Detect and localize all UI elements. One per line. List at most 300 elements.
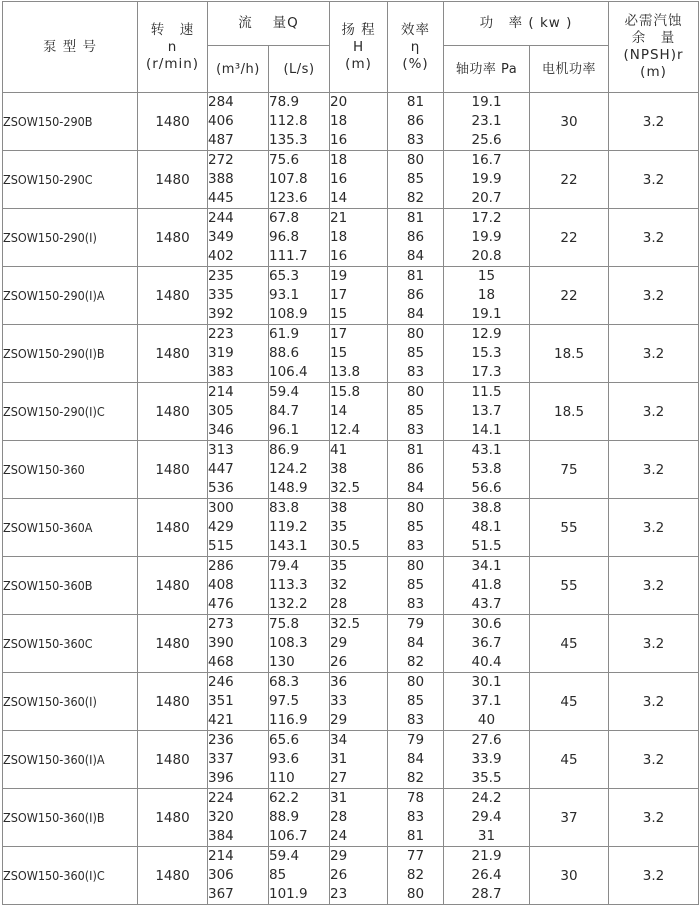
shaft-power-cell-value: 40 — [477, 712, 496, 728]
shaft-power-cell-value: 35.5 — [471, 770, 502, 786]
flow-ls-cell-value: 96.8 — [269, 229, 300, 245]
motor-power-cell: 75 — [530, 441, 609, 499]
motor-power-cell: 22 — [530, 151, 609, 209]
head-cell-value: 27 — [330, 770, 348, 786]
npsh-cell: 3.2 — [609, 499, 699, 557]
flow-m3h-cell-value: 388 — [208, 171, 234, 187]
flow-m3h-cell-value: 406 — [208, 113, 234, 129]
efficiency-cell-value: 80 — [406, 558, 425, 574]
head-cell — [330, 267, 388, 325]
flow-ls-cell-value: 93.6 — [269, 751, 300, 767]
npsh-cell: 3.2 — [609, 209, 699, 267]
flow-m3h-cell-value: 421 — [208, 712, 234, 728]
pump-spec-table — [2, 1, 699, 905]
efficiency-cell-value: 80 — [406, 500, 425, 516]
efficiency-cell-value: 77 — [406, 848, 425, 864]
shaft-power-cell-value: 23.1 — [471, 113, 502, 129]
motor-power-cell: 30 — [530, 847, 609, 905]
flow-m3h-cell-value: 429 — [208, 519, 234, 535]
npsh-cell: 3.2 — [609, 325, 699, 383]
flow-ls-cell — [269, 557, 330, 615]
head-cell-value: 14 — [330, 190, 348, 206]
header-power: 功 率 ( kw ) — [444, 2, 609, 46]
head-cell-value: 36 — [330, 674, 348, 690]
flow-m3h-cell-value: 487 — [208, 132, 234, 148]
head-cell-value: 26 — [330, 654, 348, 670]
flow-ls-cell-value: 85 — [269, 867, 287, 883]
flow-ls-cell-value: 108.9 — [269, 306, 308, 322]
efficiency-cell — [388, 93, 444, 151]
efficiency-cell-value: 84 — [406, 751, 425, 767]
flow-m3h-cell-value: 384 — [208, 828, 234, 844]
flow-m3h-cell-value: 284 — [208, 94, 234, 110]
flow-m3h-cell-value: 402 — [208, 248, 234, 264]
flow-m3h-cell-value: 447 — [208, 461, 234, 477]
npsh-cell: 3.2 — [609, 93, 699, 151]
efficiency-cell — [388, 731, 444, 789]
head-cell-value: 38 — [330, 500, 348, 516]
flow-ls-cell — [269, 151, 330, 209]
shaft-power-cell-value: 30.6 — [471, 616, 502, 632]
shaft-power-cell-value: 21.9 — [471, 848, 502, 864]
head-cell — [330, 499, 388, 557]
head-cell — [330, 673, 388, 731]
head-cell-value: 14 — [330, 403, 348, 419]
efficiency-cell-value: 83 — [406, 422, 425, 438]
shaft-power-cell-value: 29.4 — [471, 809, 502, 825]
flow-ls-cell-value: 75.6 — [269, 152, 300, 168]
shaft-power-cell-value: 41.8 — [471, 577, 502, 593]
flow-ls-cell-value: 110 — [269, 770, 295, 786]
shaft-power-cell-value: 19.9 — [471, 229, 502, 245]
table-body — [3, 93, 699, 905]
head-cell — [330, 731, 388, 789]
npsh-cell: 3.2 — [609, 731, 699, 789]
flow-ls-cell-value: 143.1 — [269, 538, 308, 554]
table-row — [3, 151, 699, 209]
header-flow-m3h: (m³/h) — [208, 46, 269, 93]
motor-power-cell: 55 — [530, 557, 609, 615]
header-head: 扬 程 H (m) — [330, 2, 388, 93]
shaft-power-cell-value: 15.3 — [471, 345, 502, 361]
shaft-power-cell-value: 17.2 — [471, 210, 502, 226]
flow-m3h-cell-value: 236 — [208, 732, 234, 748]
model-cell: ZSOW150-290(I)C — [3, 383, 138, 441]
flow-ls-cell-value: 106.4 — [269, 364, 308, 380]
flow-ls-cell — [269, 789, 330, 847]
head-cell-value: 34 — [330, 732, 348, 748]
npsh-cell: 3.2 — [609, 383, 699, 441]
header-model: 泵 型 号 — [3, 2, 138, 93]
npsh-cell: 3.2 — [609, 847, 699, 905]
efficiency-cell — [388, 267, 444, 325]
flow-m3h-cell-value: 335 — [208, 287, 234, 303]
speed-cell: 1480 — [138, 789, 208, 847]
flow-ls-cell-value: 86.9 — [269, 442, 300, 458]
flow-ls-cell — [269, 615, 330, 673]
speed-cell: 1480 — [138, 383, 208, 441]
efficiency-cell-value: 79 — [406, 616, 425, 632]
efficiency-cell-value: 83 — [406, 809, 425, 825]
head-cell-value: 18 — [330, 113, 348, 129]
model-cell: ZSOW150-360(I) — [3, 673, 138, 731]
efficiency-cell-value: 86 — [406, 287, 425, 303]
head-cell — [330, 325, 388, 383]
shaft-power-cell-value: 43.1 — [471, 442, 502, 458]
table-row — [3, 615, 699, 673]
flow-ls-cell-value: 108.3 — [269, 635, 308, 651]
efficiency-cell-value: 85 — [406, 171, 425, 187]
flow-ls-cell-value: 67.8 — [269, 210, 300, 226]
shaft-power-cell-value: 34.1 — [471, 558, 502, 574]
efficiency-cell — [388, 673, 444, 731]
head-cell-value: 32.5 — [330, 480, 361, 496]
shaft-power-cell — [444, 209, 530, 267]
flow-m3h-cell — [208, 209, 269, 267]
efficiency-cell — [388, 441, 444, 499]
head-cell — [330, 615, 388, 673]
npsh-cell: 3.2 — [609, 441, 699, 499]
motor-power-cell: 45 — [530, 673, 609, 731]
motor-power-cell: 45 — [530, 731, 609, 789]
efficiency-cell-value: 81 — [406, 442, 425, 458]
flow-m3h-cell-value: 445 — [208, 190, 234, 206]
efficiency-cell-value: 85 — [406, 519, 425, 535]
motor-power-cell: 37 — [530, 789, 609, 847]
head-cell-value: 35 — [330, 519, 348, 535]
head-cell-value: 38 — [330, 461, 348, 477]
npsh-cell: 3.2 — [609, 151, 699, 209]
head-cell-value: 29 — [330, 635, 348, 651]
efficiency-cell-value: 81 — [406, 828, 425, 844]
shaft-power-cell-value: 40.4 — [471, 654, 502, 670]
efficiency-cell-value: 85 — [406, 345, 425, 361]
flow-ls-cell-value: 59.4 — [269, 384, 300, 400]
shaft-power-cell — [444, 383, 530, 441]
flow-m3h-cell — [208, 267, 269, 325]
flow-m3h-cell-value: 320 — [208, 809, 234, 825]
flow-ls-cell-value: 78.9 — [269, 94, 300, 110]
efficiency-cell — [388, 789, 444, 847]
head-cell-value: 26 — [330, 867, 348, 883]
shaft-power-cell-value: 36.7 — [471, 635, 502, 651]
flow-m3h-cell-value: 313 — [208, 442, 234, 458]
head-cell — [330, 209, 388, 267]
header-flow: 流 量Q — [208, 2, 330, 46]
header-shaft-power: 轴功率 Pa — [444, 46, 530, 93]
motor-power-cell: 45 — [530, 615, 609, 673]
shaft-power-cell-value: 14.1 — [471, 422, 502, 438]
flow-ls-cell-value: 112.8 — [269, 113, 308, 129]
head-cell-value: 32.5 — [330, 616, 361, 632]
efficiency-cell-value: 84 — [406, 248, 425, 264]
npsh-cell: 3.2 — [609, 673, 699, 731]
flow-m3h-cell-value: 367 — [208, 886, 234, 902]
shaft-power-cell-value: 27.6 — [471, 732, 502, 748]
flow-m3h-cell — [208, 557, 269, 615]
efficiency-cell — [388, 557, 444, 615]
efficiency-cell-value: 82 — [406, 654, 425, 670]
efficiency-cell — [388, 325, 444, 383]
model-cell: ZSOW150-360C — [3, 615, 138, 673]
speed-cell: 1480 — [138, 209, 208, 267]
table-row — [3, 731, 699, 789]
head-cell-value: 28 — [330, 809, 348, 825]
flow-ls-cell-value: 59.4 — [269, 848, 300, 864]
table-header — [3, 2, 699, 93]
head-cell-value: 20 — [330, 94, 348, 110]
head-cell — [330, 383, 388, 441]
flow-ls-cell-value: 79.4 — [269, 558, 300, 574]
head-cell-value: 28 — [330, 596, 348, 612]
efficiency-cell-value: 81 — [406, 210, 425, 226]
head-cell-value: 29 — [330, 848, 348, 864]
flow-ls-cell-value: 93.1 — [269, 287, 300, 303]
head-cell-value: 32 — [330, 577, 348, 593]
flow-m3h-cell-value: 536 — [208, 480, 234, 496]
head-cell-value: 30.5 — [330, 538, 361, 554]
shaft-power-cell-value: 16.7 — [471, 152, 502, 168]
head-cell-value: 33 — [330, 693, 348, 709]
flow-ls-cell-value: 62.2 — [269, 790, 300, 806]
efficiency-cell-value: 83 — [406, 596, 425, 612]
efficiency-cell-value: 80 — [406, 384, 425, 400]
head-cell-value: 16 — [330, 171, 348, 187]
model-cell: ZSOW150-360B — [3, 557, 138, 615]
flow-m3h-cell-value: 351 — [208, 693, 234, 709]
flow-ls-cell-value: 65.6 — [269, 732, 300, 748]
shaft-power-cell-value: 31 — [477, 828, 496, 844]
head-cell — [330, 789, 388, 847]
flow-ls-cell — [269, 93, 330, 151]
shaft-power-cell-value: 38.8 — [471, 500, 502, 516]
flow-ls-cell-value: 135.3 — [269, 132, 308, 148]
shaft-power-cell — [444, 789, 530, 847]
shaft-power-cell-value: 53.8 — [471, 461, 502, 477]
flow-m3h-cell — [208, 731, 269, 789]
flow-m3h-cell — [208, 441, 269, 499]
shaft-power-cell — [444, 325, 530, 383]
flow-m3h-cell-value: 300 — [208, 500, 234, 516]
efficiency-cell-value: 84 — [406, 635, 425, 651]
flow-ls-cell-value: 68.3 — [269, 674, 300, 690]
header-speed: 转 速 n (r/min) — [138, 2, 208, 93]
motor-power-cell: 18.5 — [530, 383, 609, 441]
flow-ls-cell-value: 106.7 — [269, 828, 308, 844]
flow-ls-cell — [269, 731, 330, 789]
shaft-power-cell — [444, 731, 530, 789]
shaft-power-cell — [444, 557, 530, 615]
flow-ls-cell — [269, 325, 330, 383]
flow-m3h-cell-value: 390 — [208, 635, 234, 651]
efficiency-cell-value: 83 — [406, 538, 425, 554]
head-cell-value: 31 — [330, 751, 348, 767]
flow-m3h-cell-value: 235 — [208, 268, 234, 284]
flow-ls-cell — [269, 441, 330, 499]
shaft-power-cell-value: 20.7 — [471, 190, 502, 206]
head-cell-value: 19 — [330, 268, 348, 284]
head-cell — [330, 93, 388, 151]
motor-power-cell: 22 — [530, 209, 609, 267]
flow-m3h-cell — [208, 673, 269, 731]
flow-ls-cell-value: 107.8 — [269, 171, 308, 187]
flow-ls-cell-value: 124.2 — [269, 461, 308, 477]
flow-ls-cell-value: 111.7 — [269, 248, 308, 264]
table-row — [3, 499, 699, 557]
model-cell: ZSOW150-360A — [3, 499, 138, 557]
efficiency-cell-value: 86 — [406, 113, 425, 129]
table-row — [3, 325, 699, 383]
head-cell-value: 29 — [330, 712, 348, 728]
flow-m3h-cell-value: 224 — [208, 790, 234, 806]
flow-ls-cell-value: 123.6 — [269, 190, 308, 206]
table-row — [3, 673, 699, 731]
shaft-power-cell-value: 56.6 — [471, 480, 502, 496]
motor-power-cell: 18.5 — [530, 325, 609, 383]
efficiency-cell-value: 83 — [406, 132, 425, 148]
shaft-power-cell — [444, 615, 530, 673]
flow-ls-cell-value: 65.3 — [269, 268, 300, 284]
efficiency-cell-value: 80 — [406, 152, 425, 168]
flow-m3h-cell-value: 273 — [208, 616, 234, 632]
npsh-cell: 3.2 — [609, 557, 699, 615]
flow-ls-cell-value: 148.9 — [269, 480, 308, 496]
efficiency-cell-value: 79 — [406, 732, 425, 748]
shaft-power-cell-value: 26.4 — [471, 867, 502, 883]
model-cell: ZSOW150-360(I)C — [3, 847, 138, 905]
speed-cell: 1480 — [138, 499, 208, 557]
table-row — [3, 789, 699, 847]
motor-power-cell: 55 — [530, 499, 609, 557]
head-cell-value: 12.4 — [330, 422, 361, 438]
flow-ls-cell-value: 88.9 — [269, 809, 300, 825]
efficiency-cell — [388, 847, 444, 905]
flow-m3h-cell-value: 346 — [208, 422, 234, 438]
speed-cell: 1480 — [138, 151, 208, 209]
efficiency-cell-value: 81 — [406, 94, 425, 110]
shaft-power-cell — [444, 673, 530, 731]
efficiency-cell-value: 80 — [406, 886, 425, 902]
speed-cell: 1480 — [138, 615, 208, 673]
shaft-power-cell — [444, 267, 530, 325]
shaft-power-cell — [444, 847, 530, 905]
head-cell — [330, 557, 388, 615]
efficiency-cell-value: 83 — [406, 364, 425, 380]
shaft-power-cell-value: 30.1 — [471, 674, 502, 690]
efficiency-cell-value: 85 — [406, 577, 425, 593]
flow-m3h-cell — [208, 325, 269, 383]
efficiency-cell-value: 86 — [406, 461, 425, 477]
head-cell-value: 21 — [330, 210, 348, 226]
head-cell-value: 24 — [330, 828, 348, 844]
model-cell: ZSOW150-290C — [3, 151, 138, 209]
flow-m3h-cell-value: 272 — [208, 152, 234, 168]
shaft-power-cell-value: 19.9 — [471, 171, 502, 187]
flow-m3h-cell — [208, 151, 269, 209]
flow-ls-cell-value: 130 — [269, 654, 295, 670]
flow-ls-cell-value: 119.2 — [269, 519, 308, 535]
shaft-power-cell — [444, 151, 530, 209]
speed-cell: 1480 — [138, 267, 208, 325]
shaft-power-cell-value: 11.5 — [471, 384, 502, 400]
shaft-power-cell-value: 43.7 — [471, 596, 502, 612]
flow-ls-cell — [269, 499, 330, 557]
shaft-power-cell-value: 33.9 — [471, 751, 502, 767]
efficiency-cell-value: 80 — [406, 326, 425, 342]
flow-ls-cell-value: 61.9 — [269, 326, 300, 342]
flow-ls-cell-value: 132.2 — [269, 596, 308, 612]
flow-ls-cell — [269, 209, 330, 267]
header-npsh: 必需汽蚀 余 量 (NPSH)r (m) — [609, 2, 699, 93]
shaft-power-cell-value: 13.7 — [471, 403, 502, 419]
flow-m3h-cell-value: 319 — [208, 345, 234, 361]
shaft-power-cell-value: 37.1 — [471, 693, 502, 709]
flow-m3h-cell — [208, 615, 269, 673]
shaft-power-cell-value: 51.5 — [471, 538, 502, 554]
speed-cell: 1480 — [138, 673, 208, 731]
shaft-power-cell-value: 19.1 — [471, 306, 502, 322]
head-cell-value: 16 — [330, 132, 348, 148]
flow-ls-cell-value: 113.3 — [269, 577, 308, 593]
flow-m3h-cell-value: 223 — [208, 326, 234, 342]
head-cell — [330, 441, 388, 499]
shaft-power-cell — [444, 441, 530, 499]
shaft-power-cell-value: 24.2 — [471, 790, 502, 806]
flow-ls-cell — [269, 383, 330, 441]
efficiency-cell-value: 84 — [406, 306, 425, 322]
flow-ls-cell — [269, 673, 330, 731]
speed-cell: 1480 — [138, 93, 208, 151]
flow-ls-cell-value: 116.9 — [269, 712, 308, 728]
shaft-power-cell-value: 18 — [477, 287, 496, 303]
efficiency-cell-value: 82 — [406, 190, 425, 206]
header-efficiency: 效率 η (%) — [388, 2, 444, 93]
shaft-power-cell-value: 48.1 — [471, 519, 502, 535]
flow-m3h-cell — [208, 789, 269, 847]
flow-ls-cell-value: 83.8 — [269, 500, 300, 516]
table-row — [3, 267, 699, 325]
efficiency-cell-value: 85 — [406, 403, 425, 419]
model-cell: ZSOW150-290(I) — [3, 209, 138, 267]
flow-ls-cell — [269, 267, 330, 325]
head-cell — [330, 847, 388, 905]
flow-m3h-cell-value: 214 — [208, 848, 234, 864]
efficiency-cell-value: 80 — [406, 674, 425, 690]
flow-m3h-cell-value: 468 — [208, 654, 234, 670]
model-cell: ZSOW150-360 — [3, 441, 138, 499]
shaft-power-cell-value: 20.8 — [471, 248, 502, 264]
table-row — [3, 93, 699, 151]
table-row — [3, 383, 699, 441]
model-cell: ZSOW150-290(I)A — [3, 267, 138, 325]
shaft-power-cell — [444, 499, 530, 557]
efficiency-cell-value: 82 — [406, 867, 425, 883]
flow-m3h-cell — [208, 847, 269, 905]
flow-m3h-cell-value: 396 — [208, 770, 234, 786]
flow-m3h-cell-value: 214 — [208, 384, 234, 400]
efficiency-cell — [388, 383, 444, 441]
head-cell-value: 18 — [330, 152, 348, 168]
speed-cell: 1480 — [138, 847, 208, 905]
head-cell-value: 13.8 — [330, 364, 361, 380]
table-row — [3, 209, 699, 267]
flow-m3h-cell-value: 476 — [208, 596, 234, 612]
shaft-power-cell — [444, 93, 530, 151]
header-motor-power: 电机功率 — [530, 46, 609, 93]
flow-m3h-cell-value: 392 — [208, 306, 234, 322]
flow-m3h-cell — [208, 383, 269, 441]
speed-cell: 1480 — [138, 731, 208, 789]
